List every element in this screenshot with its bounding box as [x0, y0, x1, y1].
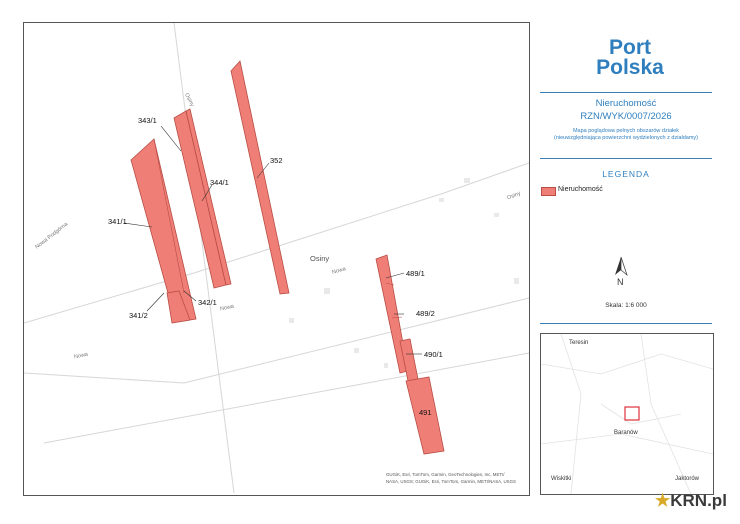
parcel-label-341-1: 341/1 [108, 217, 127, 226]
north-arrow-icon [612, 255, 630, 292]
parcel-352[interactable] [231, 61, 289, 294]
krn-logo-icon: ★ [655, 491, 671, 510]
parcels-layer [131, 61, 444, 454]
legend-swatch-property [541, 187, 556, 196]
watermark-text: KRN.pl [670, 491, 727, 510]
road-label-nowa-podgorna: Nowa Podgórna [34, 221, 70, 251]
divider-inset [540, 323, 712, 324]
road-label-osiny-east: Osiny [506, 190, 522, 202]
parcel-label-489-1: 489/1 [406, 269, 425, 278]
overview-label-baranow: Baranów [614, 430, 638, 436]
map-description-line1: Mapa poglądowa pełnych obszarów działek [572, 128, 680, 134]
overview-map-canvas [541, 334, 713, 494]
parcel-label-341-2: 341/2 [129, 311, 148, 320]
brand-line1: Port [609, 36, 651, 59]
parcel-label-344-1: 344/1 [210, 178, 229, 187]
krn-watermark [655, 491, 727, 511]
divider-top [540, 92, 712, 93]
parcel-label-342-1: 342/1 [198, 298, 217, 307]
map-description-line2: (nieuwzględniająca powierzchni wydzielonych z działdamy) [554, 135, 698, 141]
brand-line2: Polska [596, 56, 664, 79]
overview-area-marker [625, 407, 639, 420]
brand-logo [560, 38, 700, 78]
road-label-nowa-3: Nowa [331, 266, 347, 276]
map-canvas [24, 23, 529, 495]
parcel-label-491: 491 [419, 408, 432, 417]
north-label: N [617, 277, 624, 287]
overview-label-teresin: Teresin [569, 340, 589, 346]
place-label-osiny: Osiny [310, 254, 330, 263]
road-label-nowa-2: Nowa [73, 351, 89, 361]
map-attribution-line1: GUGiK, Esri, TomTom, Garmin, GeoTechnologies, Inc, METI/ [386, 472, 505, 477]
road-label-osiny-north: Osiny [183, 92, 195, 108]
title-block [540, 98, 712, 142]
map-frame[interactable] [23, 22, 530, 496]
parcel-label-352: 352 [270, 156, 283, 165]
parcel-label-490-1: 490/1 [424, 350, 443, 359]
parcel-label-343-1: 343/1 [138, 116, 157, 125]
overview-label-wiskitki: Wiskitki [551, 476, 572, 482]
road-label-nowa-1: Nowa [219, 303, 235, 313]
divider-legend [540, 158, 712, 159]
overview-label-jaktorow: Jaktorów [675, 476, 700, 482]
overview-map[interactable] [540, 333, 714, 495]
property-code: RZN/WYK/0007/2026 [580, 111, 672, 122]
parcel-label-489-2: 489/2 [416, 309, 435, 318]
scale-label: Skala: 1:6 000 [605, 302, 647, 309]
legend-title: LEGENDA [602, 169, 650, 179]
property-title: Nieruchomość [595, 98, 657, 109]
map-attribution-line2: NASA, USGS; GUGiK, Esri, TomTom, Garmin, METI/NASA, USGS [386, 479, 516, 484]
legend-label-property: Nieruchomość [558, 186, 603, 193]
